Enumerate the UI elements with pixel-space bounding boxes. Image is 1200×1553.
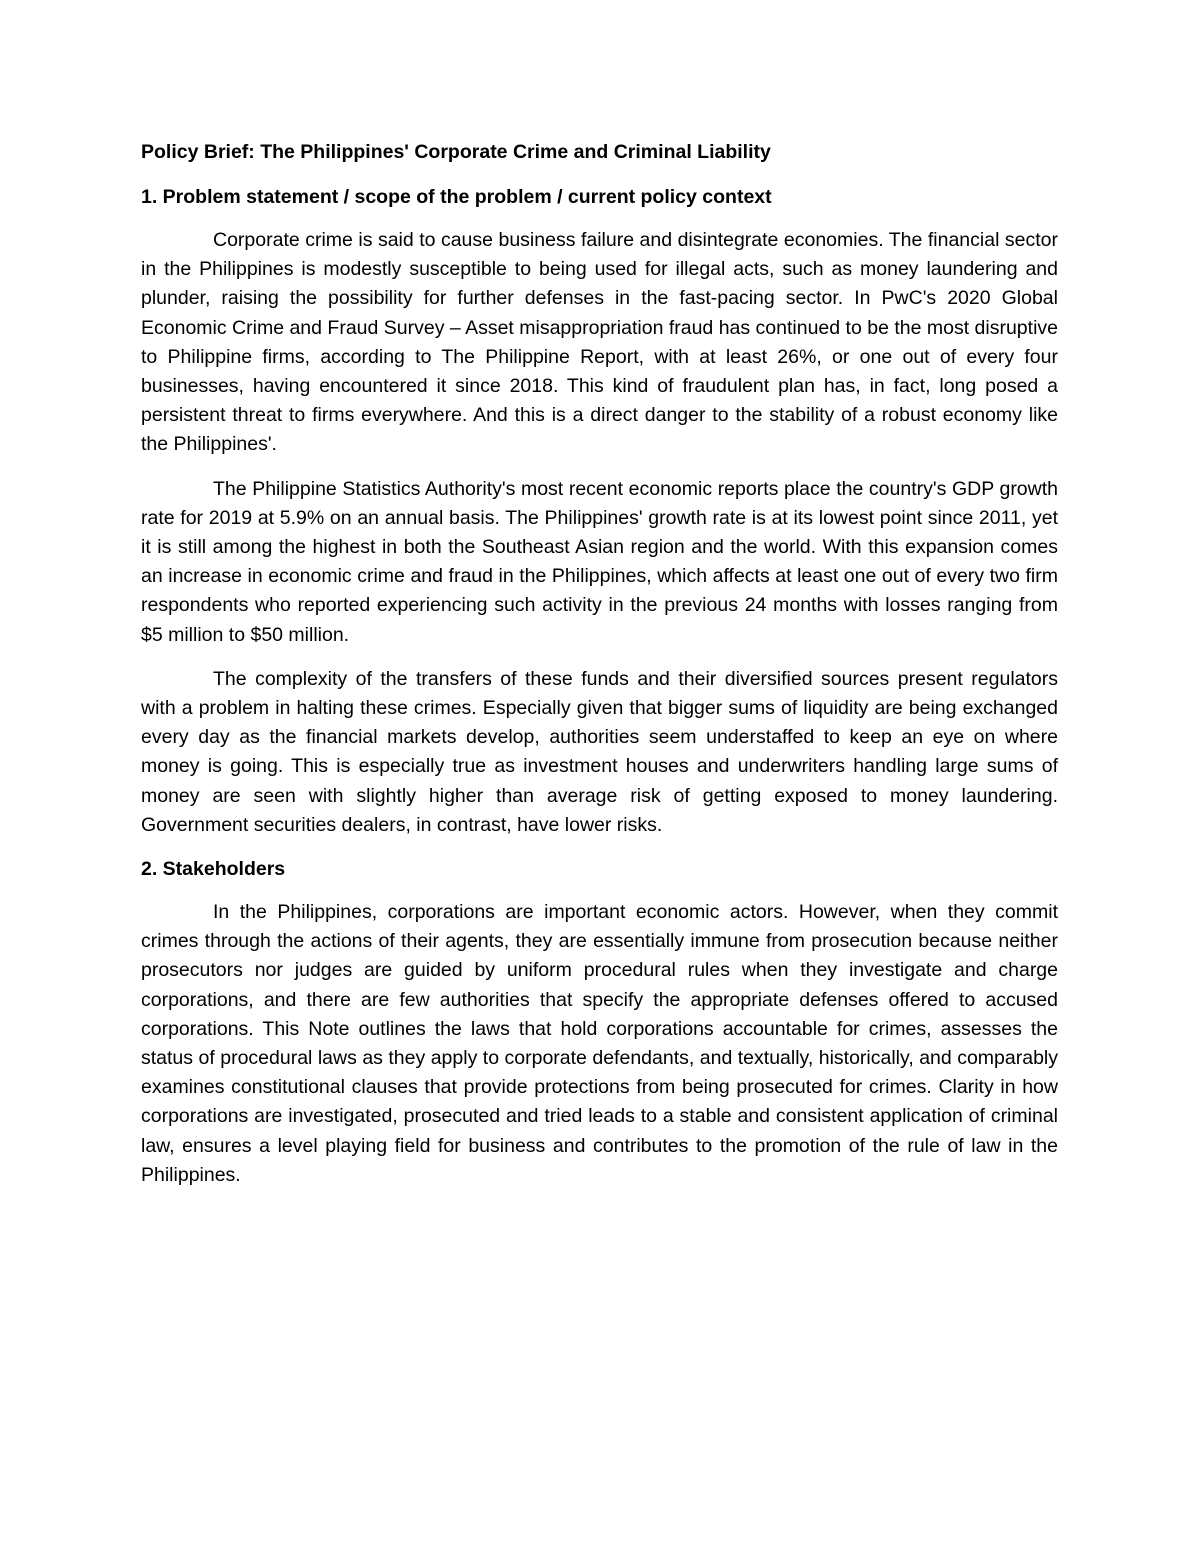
document-title: Policy Brief: The Philippines' Corporate Crime and Criminal Liability <box>141 141 771 163</box>
section-heading: 1. Problem statement / scope of the problem / current policy context <box>141 186 772 208</box>
section-stakeholders <box>141 855 1058 1190</box>
section-heading: 2. Stakeholders <box>141 858 286 881</box>
paragraph: The complexity of the transfers of these funds and their diversified sources present regulators with a problem in halting these crimes. Especially given that bigger sums of liquidity are being exchanged every day as the financial markets develop, authorities seem understaffed to keep an eye on where money is going. This is especially true as investment houses and underwriters handling large sums of money are seen with slightly higher than average risk of getting exposed to money laundering. Government securities dealers, in contrast, have lower risks. <box>141 667 1058 836</box>
paragraph: In the Philippines, corporations are important economic actors. However, when they commit crimes through the actions of their agents, they are essentially immune from prosecution because neither prosecutors nor judges are guided by uniform procedural rules when they investigate and charge corporations, and there are few authorities that specify the appropriate defenses offered to accused corporations. This Note outlines the laws that hold corporations accountable for crimes, assesses the status of procedural laws as they apply to corporate defendants, and textually, historically, and comparably examines constitutional clauses that provide protections from being prosecuted for crimes. Clarity in how corporations are investigated, prosecuted and tried leads to a stable and consistent application of criminal law, ensures a level playing field for business and contributes to the promotion of the rule of law in the Philippines. <box>141 901 1058 1186</box>
document-page <box>141 138 1058 1205</box>
section-problem-statement <box>141 183 1058 840</box>
paragraph: The Philippine Statistics Authority's most recent economic reports place the country's GDP growth rate for 2019 at 5.9% on an annual basis. The Philippines' growth rate is at its lowest point since 2011, yet it is still among the highest in both the Southeast Asian region and the world. With this expansion comes an increase in economic crime and fraud in the Philippines, which affects at least one out of every two firm respondents who reported experiencing such activity in the previous 24 months with losses ranging from $5 million to $50 million. <box>141 477 1058 646</box>
paragraph: Corporate crime is said to cause business failure and disintegrate economies. The financial sector in the Philippines is modestly susceptible to being used for illegal acts, such as money laundering and plunder, raising the possibility for further defenses in the fast-pacing sector. In PwC's 2020 Global Economic Crime and Fraud Survey – Asset misappropriation fraud has continued to be the most disruptive to Philippine firms, according to The Philippine Report, with at least 26%, or one out of every four businesses, having encountered it since 2018. This kind of fraudulent plan has, in fact, long posed a persistent threat to firms everywhere. And this is a direct danger to the stability of a robust economy like the Philippines'. <box>141 229 1058 456</box>
